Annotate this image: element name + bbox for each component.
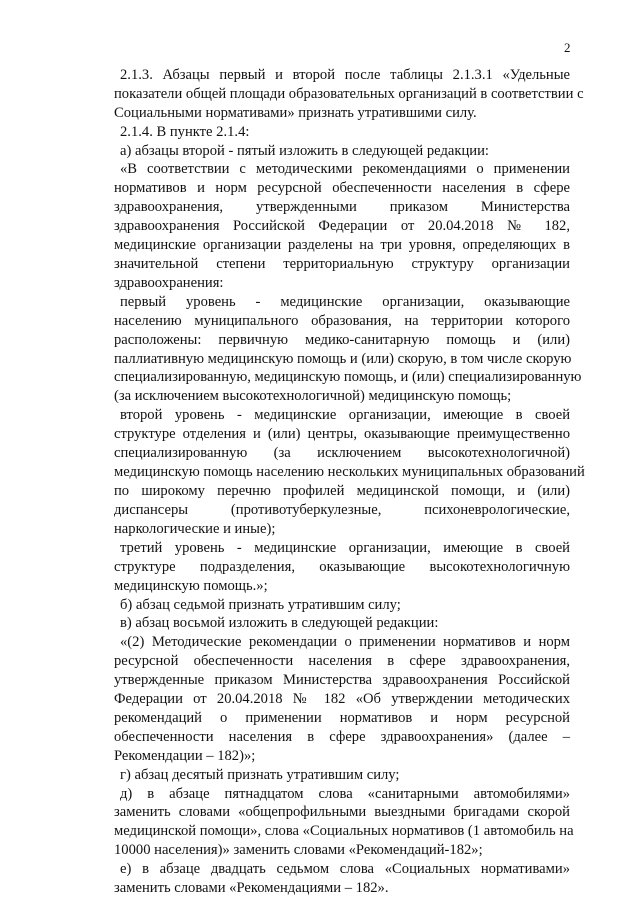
text-line: показатели общей площади образовательных организаций в соответствии с	[114, 86, 584, 102]
text-line: медицинскую помощь.»;	[114, 578, 268, 594]
text-line: наркологические и иные);	[114, 521, 276, 537]
text-line: второй уровень - медицинские организации, имеющие в своей	[120, 407, 570, 423]
text-line: специализированную (за исключением высокотехнологичной)	[114, 445, 570, 461]
text-line: (за исключением высокотехнологичной) медицинскую помощь;	[114, 388, 512, 404]
text-line: Рекомендации – 182)»;	[114, 748, 256, 764]
text-line: медицинские организации разделены на три уровня, определяющих в	[114, 237, 570, 253]
text-line: заменить словами «общепрофильными выездными бригадами скорой	[114, 804, 570, 820]
text-line: «(2) Методические рекомендации о применении нормативов и норм	[120, 634, 570, 650]
text-line: по широкому перечню профилей медицинской помощи, и (или)	[114, 483, 570, 499]
text-line: структуре подразделения, оказывающие высокотехнологичную	[114, 559, 570, 575]
text-line: нормативов и норм ресурсной обеспеченности населения в сфере	[114, 180, 570, 196]
text-line: специализированную, медицинскую помощь, и (или) специализированную	[114, 369, 582, 385]
page-number: 2	[564, 40, 571, 55]
text-line: Социальными нормативами» признать утратившими силу.	[114, 105, 477, 121]
text-line: 2.1.4. В пункте 2.1.4:	[120, 124, 250, 140]
text-line: расположены: первичную медико-санитарную помощь и (или)	[114, 332, 570, 348]
text-line: а) абзацы второй - пятый изложить в следующей редакции:	[120, 143, 489, 159]
text-line: населению муниципального образования, на территории которого	[114, 313, 570, 329]
text-line: структуре отделения и (или) центры, оказывающие преимущественно	[114, 426, 570, 442]
text-line: обеспеченности населения в сфере здравоохранения» (далее –	[114, 729, 570, 745]
text-line: д) в абзаце пятнадцатом слова «санитарными автомобилями»	[120, 786, 570, 802]
text-line: медицинской помощи», слова «Социальных нормативов (1 автомобиль на	[114, 823, 574, 839]
text-line: паллиативную медицинскую помощь и (или) скорую, в том числе скорую	[114, 351, 572, 367]
text-line: третий уровень - медицинские организации, имеющие в своей	[120, 540, 570, 556]
text-line: 2.1.3. Абзацы первый и второй после таблицы 2.1.3.1 «Удельные	[120, 67, 570, 83]
text-line: значительной степени территориальную структуру организации	[114, 256, 570, 272]
text-line: б) абзац седьмой признать утратившим силу;	[120, 597, 401, 613]
text-line: утвержденные приказом Министерства здравоохранения Российской	[114, 672, 570, 688]
text-line: Федерации от 20.04.2018 № 182 «Об утверждении методических	[114, 691, 570, 707]
text-line: медицинскую помощь населению нескольких муниципальных образований	[114, 464, 585, 480]
text-line: здравоохранения:	[114, 275, 224, 291]
text-line: «В соответствии с методическими рекомендациями о применении	[120, 161, 570, 177]
text-line: рекомендаций о применении нормативов и норм ресурсной	[114, 710, 570, 726]
text-line: заменить словами «Рекомендациями – 182».	[114, 880, 389, 896]
text-line: здравоохранения, утвержденными приказом Министерства	[114, 199, 570, 215]
text-line: здравоохранения Российской Федерации от 20.04.2018 № 182,	[114, 218, 570, 234]
text-line: первый уровень - медицинские организации, оказывающие	[120, 294, 570, 310]
text-line: г) абзац десятый признать утратившим силу;	[120, 767, 400, 783]
text-line: е) в абзаце двадцать седьмом слова «Социальных нормативами»	[120, 861, 570, 877]
text-line: 10000 населения)» заменить словами «Рекомендаций-182»;	[114, 842, 483, 858]
text-line: ресурсной обеспеченности населения в сфере здравоохранения,	[114, 653, 570, 669]
text-line: в) абзац восьмой изложить в следующей редакции:	[120, 615, 439, 631]
text-line: диспансеры (противотуберкулезные, психоневрологические,	[114, 502, 570, 518]
